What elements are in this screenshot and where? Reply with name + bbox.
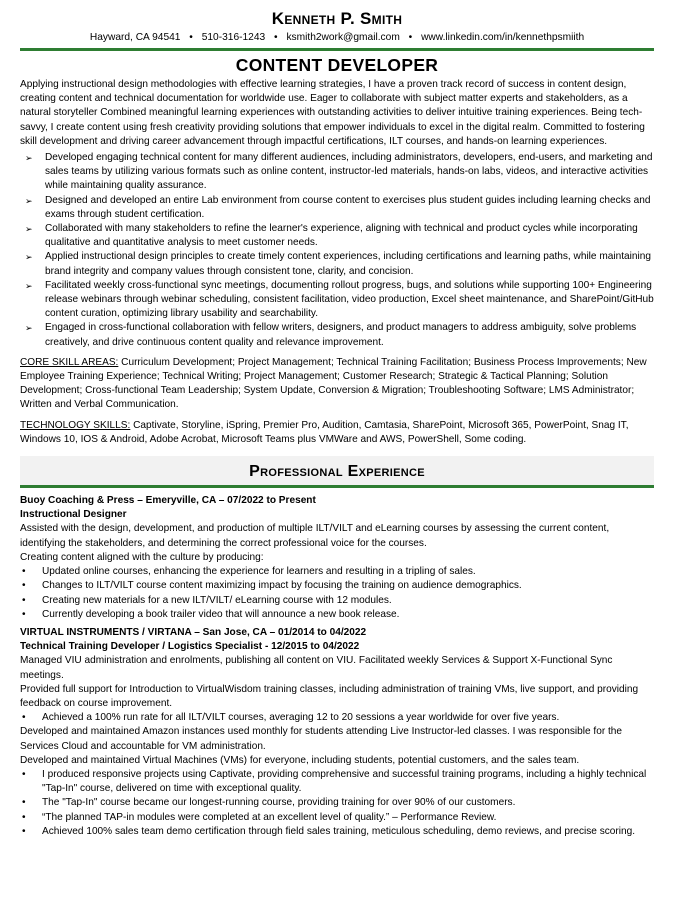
job-bullet-list: [20, 711, 654, 725]
job-bullet-list: [20, 565, 654, 622]
core-skills: [20, 356, 654, 413]
highlight-text: Developed engaging technical content for many different audiences, including administrators, developers, end-users, and marketing and sales teams by utilizing various formats such as online content, instructor-led materials, hands-on labs, videos, and interactive activities while maintaining quality assurance.: [45, 152, 653, 192]
job-bullet-text: Changes to ILT/VILT course content maximizing impact by focusing the training on audience demographics.: [42, 580, 522, 592]
arrow-bullet-icon: ➢: [25, 323, 33, 334]
highlight-text: Engaged in cross-functional collaboration with fellow writers, designers, and product managers to address ambiguity, solve problems creatively, and drive continuous content quality and relevance improvement.: [45, 322, 637, 348]
job-paragraph: Developed and maintained Amazon instances used monthly for students attending Live Instructor-led classes. I was responsible for the Services Cloud and accountable for VM administration.: [20, 726, 623, 752]
job-paragraph: Developed and maintained Virtual Machines (VMs) for everyone, including students, potential customers, and the sales team.: [20, 754, 580, 766]
job-paragraph: Managed VIU administration and enrolments, publishing all content on VIU. Facilitated weekly Services & Support X-Functional Sync meetings.: [20, 655, 613, 681]
contact-linkedin[interactable]: www.linkedin.com/in/kennethpsmiith: [421, 32, 585, 43]
contact-separator: •: [408, 32, 413, 43]
job-bullet-text: I produced responsive projects using Captivate, providing comprehensive and successful training programs, including a highly technical "Tap-In" course, delivered on time with exceptional quality.: [42, 768, 647, 795]
candidate-name: Kenneth P. Smith: [271, 9, 403, 28]
contact-email[interactable]: ksmith2work@gmail.com: [286, 32, 400, 43]
job-bullet: [20, 825, 654, 839]
job-paragraph: Assisted with the design, development, and production of multiple ILT/VILT and eLearning courses by assessing the current content, identifying the stakeholders, and determining the correct professional voice for the courses.: [20, 523, 610, 549]
contact-separator: •: [274, 32, 278, 43]
job-bullet: [20, 608, 654, 622]
technology-skills: [20, 419, 654, 447]
arrow-bullet-icon: ➢: [25, 224, 33, 235]
job-bullet-list: [20, 768, 654, 839]
highlight-item: [23, 222, 654, 250]
arrow-bullet-icon: ➢: [25, 153, 33, 164]
job-bullet: [20, 594, 654, 608]
job-bullet: [20, 565, 654, 579]
highlight-text: Applied instructional design principles to create timely content experiences, including certifications and learning paths, while maintaining brand integrity and company values through consistent tone, clarity, and concision.: [45, 251, 651, 277]
job-bullet-text: Achieved a 100% run rate for all ILT/VILT courses, averaging 12 to 20 sessions a year worldwide for over five years.: [42, 712, 560, 724]
technology-skills-label: TECHNOLOGY SKILLS:: [20, 419, 131, 431]
job-paragraph: Provided full support for Introduction to VirtualWisdom training classes, including administration of training VMs, live support, and providing feedback on course improvement.: [20, 683, 639, 709]
summary-paragraph: Applying instructional design methodologies with effective learning strategies, I have a proven track record of success in content design, creating content and technical documentation for worldwide use. Eager to collaborate with subject matter experts and stakeholders, as a natural storyteller Combined meaningful learning experiences with outstanding activities to deliver intuitive training experiences. Being tech-savvy, I create content using fresh creativity providing solutions that empower individuals to excel in the digital realm. Committed to fostering skill development and driving career advancement through impactful certifications, ILT courses, and hands-on learning experiences.: [20, 79, 645, 147]
arrow-bullet-icon: ➢: [25, 195, 33, 206]
highlights-list: [20, 151, 654, 350]
contact-location: Hayward, CA 94541: [89, 32, 181, 43]
experience-section-header: [20, 456, 654, 488]
job-paragraph: Creating content aligned with the culture by producing:: [20, 551, 264, 563]
bullet-dot-icon: •: [22, 825, 26, 837]
highlight-item: [23, 194, 654, 222]
contact-line: [20, 31, 654, 45]
experience-heading: Professional Experience: [249, 463, 425, 481]
bullet-dot-icon: •: [22, 580, 26, 592]
core-skills-label: CORE SKILL AREAS:: [20, 356, 119, 368]
highlight-item: [23, 279, 654, 322]
job-bullet-text: The "Tap-In" course became our longest-running course, providing training for over 90% of our customers.: [42, 797, 516, 809]
technology-skills-text: Captivate, Storyline, iSpring, Premier Pro, Audition, Camtasia, SharePoint, Microsoft 365, PowerPoint, Snag IT, Windows 10, IOS & Android, Adobe Acrobat, Microsoft Teams plus VMWare and AWS, PowerShell, Some coding.: [20, 419, 629, 445]
job-bullet: [20, 796, 654, 810]
highlight-text: Facilitated weekly cross-functional sync meetings, documenting rollout progress, bugs, and solutions while supporting 100+ Engineering release webinars through webinar scheduling, consistent facilitation, video production, Excel sheet maintenance, and SharePoint/GitHub content curation, optimizing library usability and searchability.: [45, 279, 654, 320]
bullet-dot-icon: •: [22, 797, 26, 809]
job-company-line: VIRTUAL INSTRUMENTS / VIRTANA – San Jose, CA – 01/2014 to 04/2022: [20, 626, 367, 638]
job-bullet-text: Updated online courses, enhancing the experience for learners and resulting in a tripling of sales.: [42, 566, 476, 578]
job-role: Instructional Designer: [20, 509, 127, 521]
resume-page: [20, 8, 654, 839]
highlight-text: Collaborated with many stakeholders to refine the learner's experience, aligning with technical and product cycles while incorporating qualitative and quantitative analysis to meet customer needs.: [45, 223, 638, 249]
job-bullet-text: Achieved 100% sales team demo certification through field sales training, meticulous scheduling, demo reviews, and precise scoring.: [42, 825, 636, 837]
job-bullet: [20, 579, 654, 593]
job-bullet: [20, 768, 654, 796]
highlight-item: [23, 321, 654, 349]
arrow-bullet-icon: ➢: [25, 252, 33, 263]
contact-separator: •: [189, 32, 193, 43]
bullet-dot-icon: •: [22, 811, 26, 823]
contact-phone[interactable]: 510-316-1243: [201, 32, 266, 43]
highlight-text: Designed and developed an entire Lab environment from course content to exercises plus student guides including learning checks and exams through student certification.: [45, 194, 651, 220]
job-bullet-text: Currently developing a book trailer video that will announce a new book release.: [42, 608, 400, 620]
job-bullet-text: “The planned TAP-in modules were completed at an excellent level of quality.” – Performance Review.: [42, 811, 497, 823]
job-company-line: Buoy Coaching & Press – Emeryville, CA – 07/2022 to Present: [20, 495, 316, 507]
bullet-dot-icon: •: [22, 712, 26, 724]
highlight-item: [23, 250, 654, 278]
bullet-dot-icon: •: [22, 608, 26, 620]
job-bullet: [20, 711, 654, 725]
core-skills-text: Curriculum Development; Project Management; Technical Training Facilitation; Business Process Improvements; New Employee Training Experience; Technical Writing; Project Management; Customer Research; Strategic & Tactical Planning; Solution Development; Cross-functional Team Leadership; System Update, Conversion & Migration; Troubleshooting Software; LMS Administrator; Written and Verbal Communication.: [20, 356, 647, 411]
job-virtual-instruments: [20, 626, 654, 839]
job-role: Technical Training Developer / Logistics Specialist - 12/2015 to 04/2022: [20, 641, 360, 653]
arrow-bullet-icon: ➢: [25, 280, 33, 291]
bullet-dot-icon: •: [22, 768, 26, 780]
job-bullet: [20, 811, 654, 825]
bullet-dot-icon: •: [22, 594, 26, 606]
job-bullet-text: Creating new materials for a new ILT/VILT/ eLearning course with 12 modules.: [42, 594, 392, 606]
role-title: CONTENT DEVELOPER: [235, 55, 439, 75]
job-buoy-coaching: [20, 494, 654, 622]
highlight-item: [23, 151, 654, 194]
bullet-dot-icon: •: [22, 566, 26, 578]
header-divider: [20, 48, 654, 51]
